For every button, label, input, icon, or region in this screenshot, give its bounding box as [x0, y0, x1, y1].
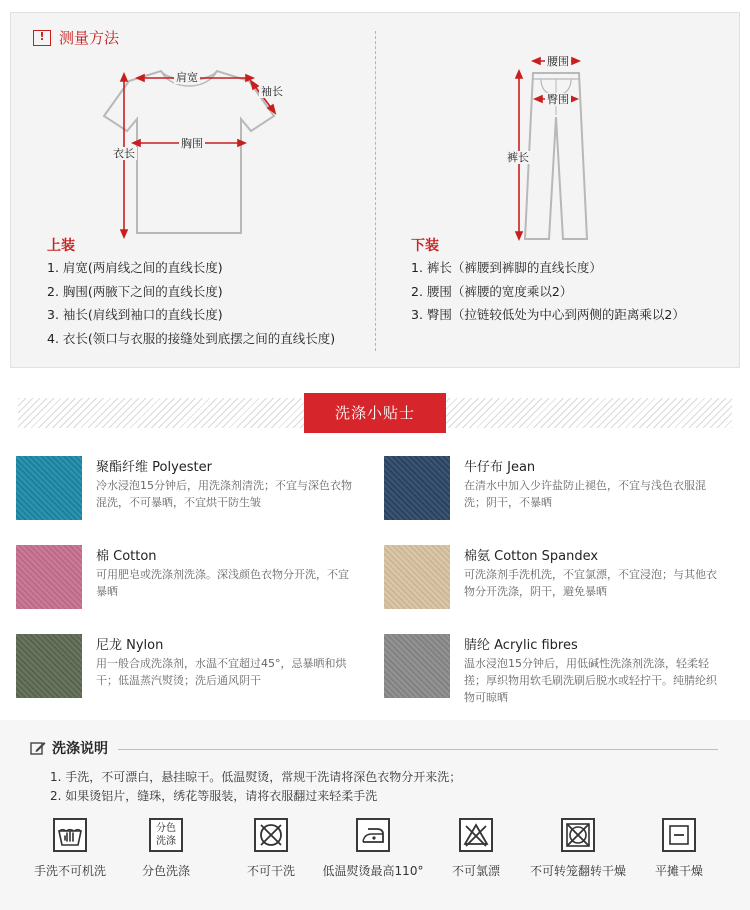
- pants-diagram-icon: [511, 49, 601, 249]
- list-item: 1. 肩宽(两肩线之间的直线长度): [47, 260, 223, 275]
- fabric-swatch: [384, 456, 450, 520]
- fabric-item-jean: [384, 456, 724, 536]
- top-length-label: 衣长: [113, 147, 135, 160]
- washing-list: [50, 768, 461, 806]
- fabric-item-acrylic: [384, 634, 724, 714]
- measurement-section: [10, 12, 740, 368]
- separate-wash-icon: [149, 818, 183, 852]
- fabric-description: 用一般合成洗涤剂，水温不宜超过45°，忌暴晒和烘干；低温蒸汽熨烫；洗后通风阴干: [96, 657, 347, 687]
- list-item: 3. 袖长(肩线到袖口的直线长度): [47, 307, 223, 322]
- hip-label: 臀围: [547, 93, 569, 106]
- washing-instructions-section: [0, 720, 750, 910]
- list-item: 3. 臀围（拉链较低处为中心到两侧的距离乘以2）: [411, 307, 685, 322]
- separate-wash-text-2: 洗涤: [156, 836, 176, 847]
- fabric-description: 可洗涤剂手洗机洗，不宜氯漂，不宜浸泡；与其他衣物分开洗涤，阴干，避免暴晒: [464, 568, 717, 598]
- header-rule: [118, 749, 718, 750]
- list-item: 1. 裤长（裤腰到裤脚的直线长度）: [411, 260, 602, 275]
- exclamation-icon: !: [33, 30, 51, 46]
- bottom-measure-list: [411, 256, 685, 327]
- washing-tips-banner: 洗涤小贴士: [304, 393, 446, 433]
- flat-dry-caption: 平摊干燥: [654, 864, 704, 878]
- waist-label: 腰围: [547, 55, 569, 68]
- section-divider: [375, 31, 376, 351]
- fabric-description: 冷水浸泡15分钟后，用洗涤剂清洗；不宜与深色衣物混洗，不可暴晒，不宜烘干防生皱: [96, 479, 352, 509]
- no-dry-clean-caption: 不可干洗: [246, 864, 296, 878]
- fabric-item-nylon: [16, 634, 356, 714]
- fabric-description: 在清水中加入少许盐防止褪色，不宜与浅色衣服混洗；阴干，不暴晒: [464, 479, 706, 509]
- fabric-description: 可用肥皂或洗涤剂洗涤。深浅颜色衣物分开洗，不宜暴晒: [96, 568, 349, 598]
- fabric-item-cotton: [16, 545, 356, 625]
- fabric-item-polyester: [16, 456, 356, 536]
- low-iron-caption: 低温熨烫最高110°: [322, 864, 424, 878]
- low-iron-icon: [356, 818, 390, 852]
- hand-wash-icon: [53, 818, 87, 852]
- no-tumble-dry-icon: [561, 818, 595, 852]
- sleeve-label: 袖长: [261, 85, 283, 98]
- flat-dry-icon: [662, 818, 696, 852]
- no-tumble-dry-caption: 不可转笼翻转干燥: [529, 864, 627, 878]
- edit-icon: [30, 740, 46, 756]
- fabric-name: 聚酯纤维 Polyester: [96, 460, 212, 475]
- list-item: 1. 手洗，不可漂白，悬挂晾干。低温熨烫，常规干洗请将深色衣物分开来洗；: [50, 770, 462, 784]
- separate-wash-caption: 分色洗涤: [141, 864, 191, 878]
- list-item: 2. 胸围(两腋下之间的直线长度): [47, 283, 223, 299]
- fabric-name: 牛仔布 Jean: [464, 460, 536, 475]
- hand-wash-caption: 手洗不可机洗: [33, 864, 107, 878]
- washing-title: 洗涤说明: [52, 741, 108, 757]
- measurement-title: 测量方法: [59, 29, 120, 47]
- list-item: 2. 如果烫铝片，缝珠，绣花等服装，请将衣服翻过来轻柔手洗: [50, 789, 378, 803]
- no-dry-clean-icon: [254, 818, 288, 852]
- list-item: 4. 衣长(领口与衣服的接缝处到底摆之间的直线长度): [47, 330, 336, 346]
- no-bleach-icon: [459, 818, 493, 852]
- top-garment-title: 上装: [47, 238, 75, 254]
- washing-header: [30, 738, 108, 758]
- shoulder-label: 肩宽: [176, 71, 198, 84]
- pants-length-label: 裤长: [507, 151, 529, 164]
- separate-wash-text-1: 分色: [156, 823, 176, 834]
- fabric-name: 尼龙 Nylon: [96, 638, 164, 653]
- bottom-garment-title: 下装: [411, 238, 439, 254]
- fabric-name: 棉氨 Cotton Spandex: [464, 549, 599, 564]
- top-measure-list: [47, 256, 335, 350]
- fabric-swatch: [384, 634, 450, 698]
- fabric-name: 棉 Cotton: [96, 549, 157, 564]
- fabric-swatch: [16, 545, 82, 609]
- fabric-name: 腈纶 Acrylic fibres: [464, 638, 578, 653]
- fabric-swatch: [384, 545, 450, 609]
- fabric-swatch: [16, 456, 82, 520]
- measurement-header: [33, 27, 119, 48]
- fabric-swatch: [16, 634, 82, 698]
- chest-label: 胸围: [181, 137, 203, 150]
- fabric-item-cotton-spandex: [384, 545, 724, 625]
- no-bleach-caption: 不可氯漂: [451, 864, 501, 878]
- list-item: 2. 腰围（裤腰的宽度乘以2）: [411, 283, 573, 299]
- fabric-description: 温水浸泡15分钟后，用低碱性洗涤剂洗涤，轻柔轻搓；厚织物用软毛刷洗刷后脱水或轻拧干。纯腈纶织物可晾晒: [464, 657, 717, 704]
